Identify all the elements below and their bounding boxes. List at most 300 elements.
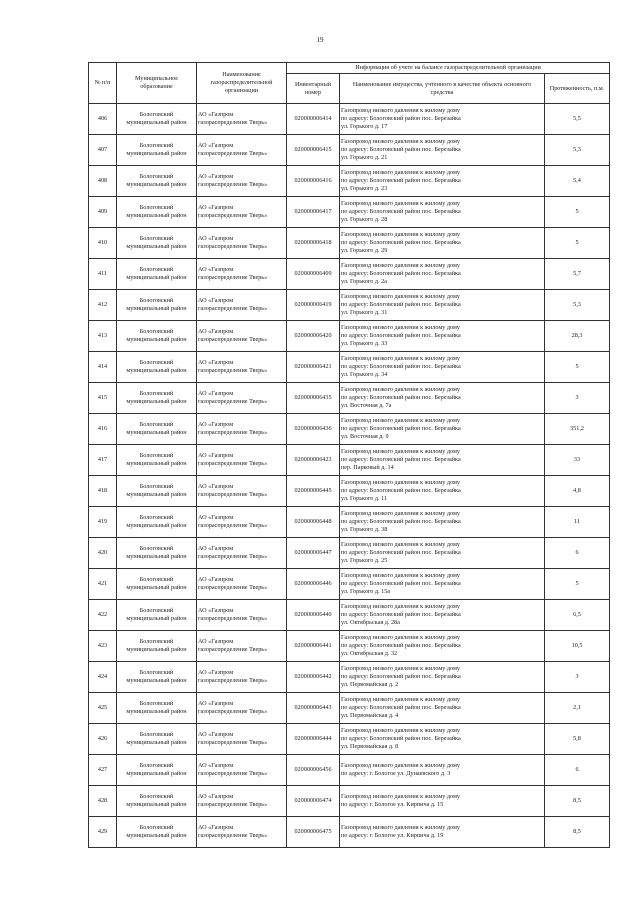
- organization-cell-line: АО «Газпром: [198, 204, 234, 212]
- organization-cell: [197, 166, 287, 197]
- municipality-cell: [117, 197, 197, 228]
- property-name-cell-line: по адресу: г. Бологое ул. Кирпича д. 19: [341, 832, 444, 839]
- property-name-cell-line: по адресу: г. Бологое ул. Кирпича д. 15: [341, 801, 444, 808]
- header-no: № п/п: [89, 63, 117, 104]
- property-name-cell-line: Газопровод низкого давления к жилому дому: [341, 169, 461, 177]
- table-row: [89, 383, 610, 414]
- municipality-cell: [117, 352, 197, 383]
- organization-cell: [197, 817, 287, 848]
- row-number: 426: [89, 724, 117, 755]
- municipality-cell: [117, 600, 197, 631]
- municipality-cell-line: Бологовский: [139, 142, 174, 150]
- property-name-cell-line: ул. Горького д. 38: [341, 525, 388, 533]
- municipality-cell-line: муниципальный район: [126, 522, 187, 529]
- municipality-cell-line: муниципальный район: [126, 801, 187, 808]
- length-cell: 5,3: [545, 290, 610, 321]
- row-number: 406: [89, 104, 117, 135]
- row-number: 429: [89, 817, 117, 848]
- row-number: 407: [89, 135, 117, 166]
- organization-cell: [197, 600, 287, 631]
- organization-cell-line: газораспределение Тверь»: [198, 181, 268, 188]
- municipality-cell-line: Бологовский: [139, 824, 174, 832]
- property-name-cell-line: Газопровод низкого давления к жилому дому: [341, 696, 461, 704]
- table-row: [89, 755, 610, 786]
- property-name-cell: [340, 476, 545, 507]
- property-name-cell-line: Газопровод низкого давления к жилому дому: [341, 355, 461, 363]
- property-name-cell-line: по адресу: Бологовский район пос. Березайка: [341, 611, 461, 619]
- organization-cell-line: АО «Газпром: [198, 266, 234, 274]
- property-name-cell: [340, 817, 545, 848]
- organization-cell-line: газораспределение Тверь»: [198, 584, 268, 591]
- property-name-cell: [340, 600, 545, 631]
- municipality-cell-line: Бологовский: [139, 731, 174, 739]
- row-number: 416: [89, 414, 117, 445]
- property-name-cell: [340, 693, 545, 724]
- organization-cell-line: газораспределение Тверь»: [198, 739, 268, 746]
- organization-cell: [197, 693, 287, 724]
- length-cell: 5,5: [545, 104, 610, 135]
- organization-cell: [197, 135, 287, 166]
- organization-cell-line: АО «Газпром: [198, 173, 234, 181]
- municipality-cell: [117, 228, 197, 259]
- property-name-cell: [340, 445, 545, 476]
- organization-cell: [197, 104, 287, 135]
- row-number: 410: [89, 228, 117, 259]
- property-name-cell-line: Газопровод низкого давления к жилому дому: [341, 386, 461, 394]
- municipality-cell-line: Бологовский: [139, 700, 174, 708]
- municipality-cell-line: муниципальный район: [126, 181, 187, 188]
- property-name-cell: [340, 197, 545, 228]
- property-name-cell: [340, 259, 545, 290]
- property-name-cell-line: Газопровод низкого давления к жилому дому: [341, 231, 461, 239]
- inventory-number-cell: 020000006440: [287, 600, 340, 631]
- property-name-cell-line: по адресу: Бологовский район пос. Березайка: [341, 394, 461, 402]
- municipality-cell-line: Бологовский: [139, 111, 174, 119]
- property-name-cell-line: Газопровод низкого давления к жилому дому: [341, 293, 461, 301]
- municipality-cell-line: Бологовский: [139, 669, 174, 677]
- property-name-cell-line: ул. Горького д. 21: [341, 153, 388, 161]
- row-number: 411: [89, 259, 117, 290]
- property-name-cell-line: Газопровод низкого давления к жилому дому: [341, 541, 461, 549]
- organization-cell: [197, 631, 287, 662]
- header-organization: Наименование газораспределительной организации: [197, 63, 287, 104]
- organization-cell: [197, 352, 287, 383]
- table-row: [89, 817, 610, 848]
- municipality-cell-line: Бологовский: [139, 762, 174, 770]
- table-header: [89, 63, 610, 104]
- organization-cell: [197, 755, 287, 786]
- municipality-cell: [117, 631, 197, 662]
- length-cell: 3: [545, 383, 610, 414]
- municipality-cell: [117, 445, 197, 476]
- organization-cell: [197, 228, 287, 259]
- organization-cell: [197, 662, 287, 693]
- organization-cell-line: АО «Газпром: [198, 142, 234, 150]
- length-cell: 5,3: [545, 135, 610, 166]
- inventory-number-cell: 020000006436: [287, 414, 340, 445]
- organization-cell-line: газораспределение Тверь»: [198, 274, 268, 281]
- property-name-cell-line: ул. Первомайская д. 4: [341, 711, 399, 719]
- row-number: 424: [89, 662, 117, 693]
- length-cell: 8,5: [545, 817, 610, 848]
- length-cell: 33: [545, 445, 610, 476]
- organization-cell-line: АО «Газпром: [198, 483, 234, 491]
- organization-cell-line: АО «Газпром: [198, 700, 234, 708]
- organization-cell-line: газораспределение Тверь»: [198, 336, 268, 343]
- inventory-number-cell: 020000006421: [287, 352, 340, 383]
- property-name-cell-line: Газопровод низкого давления к жилому дому: [341, 603, 461, 611]
- organization-cell-line: АО «Газпром: [198, 545, 234, 553]
- row-number: 409: [89, 197, 117, 228]
- table-row: [89, 631, 610, 662]
- header-property-name: Наименование имущества, учтенного в качестве объекта основного средства: [340, 74, 545, 104]
- table-row: [89, 290, 610, 321]
- organization-cell-line: АО «Газпром: [198, 638, 234, 646]
- organization-cell-line: газораспределение Тверь»: [198, 708, 268, 715]
- table-row: [89, 197, 610, 228]
- organization-cell: [197, 290, 287, 321]
- municipality-cell-line: муниципальный район: [126, 336, 187, 343]
- municipality-cell-line: муниципальный район: [126, 677, 187, 684]
- row-number: 415: [89, 383, 117, 414]
- municipality-cell-line: Бологовский: [139, 638, 174, 646]
- inventory-number-cell: 020000006474: [287, 786, 340, 817]
- inventory-number-cell: 020000006456: [287, 755, 340, 786]
- table-row: [89, 569, 610, 600]
- municipality-cell-line: муниципальный район: [126, 243, 187, 250]
- municipality-cell: [117, 755, 197, 786]
- property-name-cell-line: ул. Горького д. 11: [341, 494, 388, 502]
- organization-cell-line: АО «Газпром: [198, 576, 234, 584]
- organization-cell-line: АО «Газпром: [198, 731, 234, 739]
- municipality-cell-line: муниципальный район: [126, 119, 187, 126]
- organization-cell-line: газораспределение Тверь»: [198, 243, 268, 250]
- property-name-cell: [340, 166, 545, 197]
- municipality-cell-line: муниципальный район: [126, 615, 187, 622]
- municipality-cell-line: муниципальный район: [126, 708, 187, 715]
- organization-cell: [197, 538, 287, 569]
- property-name-cell-line: ул. Восточная д. 7а: [341, 401, 392, 409]
- municipality-cell: [117, 383, 197, 414]
- property-name-cell-line: по адресу: Бологовский район пос. Березайка: [341, 673, 461, 681]
- organization-cell-line: АО «Газпром: [198, 669, 234, 677]
- municipality-cell-line: муниципальный район: [126, 646, 187, 653]
- row-number: 423: [89, 631, 117, 662]
- property-name-cell-line: Газопровод низкого давления к жилому дому: [341, 262, 461, 270]
- municipality-cell-line: муниципальный район: [126, 274, 187, 281]
- inventory-number-cell: 020000006435: [287, 383, 340, 414]
- table-row: [89, 476, 610, 507]
- inventory-number-cell: 020000006445: [287, 476, 340, 507]
- municipality-cell: [117, 135, 197, 166]
- property-name-cell: [340, 724, 545, 755]
- property-name-cell-line: ул. Горького д. 28: [341, 215, 388, 223]
- table-row: [89, 259, 610, 290]
- row-number: 418: [89, 476, 117, 507]
- municipality-cell-line: муниципальный район: [126, 429, 187, 436]
- municipality-cell: [117, 290, 197, 321]
- table-row: [89, 414, 610, 445]
- municipality-cell-line: Бологовский: [139, 297, 174, 305]
- organization-cell-line: АО «Газпром: [198, 235, 234, 243]
- municipality-cell-line: муниципальный район: [126, 739, 187, 746]
- table-row: [89, 135, 610, 166]
- organization-cell-line: АО «Газпром: [198, 793, 234, 801]
- inventory-number-cell: 020000006416: [287, 166, 340, 197]
- municipality-cell: [117, 569, 197, 600]
- row-number: 428: [89, 786, 117, 817]
- row-number: 425: [89, 693, 117, 724]
- organization-cell-line: АО «Газпром: [198, 390, 234, 398]
- organization-cell-line: АО «Газпром: [198, 824, 234, 832]
- table-row: [89, 786, 610, 817]
- length-cell: 5: [545, 352, 610, 383]
- organization-cell: [197, 321, 287, 352]
- municipality-cell-line: муниципальный район: [126, 212, 187, 219]
- property-register-table: [88, 62, 610, 848]
- inventory-number-cell: 020000006418: [287, 228, 340, 259]
- row-number: 417: [89, 445, 117, 476]
- municipality-cell: [117, 693, 197, 724]
- inventory-number-cell: 020000006444: [287, 724, 340, 755]
- organization-cell-line: АО «Газпром: [198, 328, 234, 336]
- property-name-cell-line: по адресу: Бологовский район пос. Березайка: [341, 704, 461, 712]
- header-municipality: Муниципальное образование: [117, 63, 197, 104]
- municipality-cell-line: Бологовский: [139, 390, 174, 398]
- organization-cell: [197, 724, 287, 755]
- length-cell: 5,7: [545, 259, 610, 290]
- municipality-cell: [117, 166, 197, 197]
- row-number: 413: [89, 321, 117, 352]
- municipality-cell-line: Бологовский: [139, 235, 174, 243]
- municipality-cell-line: Бологовский: [139, 266, 174, 274]
- table-row: [89, 693, 610, 724]
- organization-cell-line: газораспределение Тверь»: [198, 522, 268, 529]
- municipality-cell: [117, 662, 197, 693]
- property-name-cell-line: ул. Октябрьская д. 32: [341, 649, 398, 657]
- property-name-cell-line: по адресу: Бологовский район пос. Березайка: [341, 146, 461, 154]
- inventory-number-cell: 020000006475: [287, 817, 340, 848]
- municipality-cell: [117, 817, 197, 848]
- length-cell: 5,4: [545, 166, 610, 197]
- property-name-cell-line: ул. Первомайская д. 2: [341, 680, 399, 688]
- organization-cell-line: газораспределение Тверь»: [198, 460, 268, 467]
- row-number: 421: [89, 569, 117, 600]
- property-name-cell-line: ул. Горького д. 29: [341, 246, 388, 254]
- table-row: [89, 600, 610, 631]
- municipality-cell-line: Бологовский: [139, 204, 174, 212]
- row-number: 412: [89, 290, 117, 321]
- municipality-cell-line: Бологовский: [139, 173, 174, 181]
- table-row: [89, 228, 610, 259]
- municipality-cell-line: Бологовский: [139, 483, 174, 491]
- organization-cell-line: газораспределение Тверь»: [198, 429, 268, 436]
- property-name-cell-line: ул. Октябрьская д. 28а: [341, 618, 400, 626]
- organization-cell: [197, 786, 287, 817]
- property-name-cell-line: ул. Первомайская д. 8: [341, 742, 399, 750]
- inventory-number-cell: 020000006409: [287, 259, 340, 290]
- municipality-cell: [117, 476, 197, 507]
- organization-cell: [197, 197, 287, 228]
- inventory-number-cell: 020000006417: [287, 197, 340, 228]
- organization-cell-line: АО «Газпром: [198, 111, 234, 119]
- table-row: [89, 104, 610, 135]
- length-cell: 6: [545, 755, 610, 786]
- property-name-cell: [340, 507, 545, 538]
- organization-cell-line: газораспределение Тверь»: [198, 677, 268, 684]
- municipality-cell: [117, 507, 197, 538]
- length-cell: 10,5: [545, 631, 610, 662]
- organization-cell: [197, 383, 287, 414]
- property-name-cell-line: по адресу: Бологовский район пос. Березайка: [341, 332, 461, 340]
- property-name-cell: [340, 662, 545, 693]
- organization-cell-line: АО «Газпром: [198, 762, 234, 770]
- row-number: 427: [89, 755, 117, 786]
- organization-cell-line: газораспределение Тверь»: [198, 801, 268, 808]
- municipality-cell-line: муниципальный район: [126, 305, 187, 312]
- property-name-cell-line: Газопровод низкого давления к жилому дому: [341, 665, 461, 673]
- header-inventory-number: Инвентарный номер: [287, 74, 340, 104]
- inventory-number-cell: 020000006443: [287, 693, 340, 724]
- organization-cell-line: АО «Газпром: [198, 297, 234, 305]
- property-name-cell-line: Газопровод низкого давления к жилому дому: [341, 417, 461, 425]
- property-name-cell-line: Газопровод низкого давления к жилому дому: [341, 138, 461, 146]
- municipality-cell-line: муниципальный район: [126, 460, 187, 467]
- length-cell: 11: [545, 507, 610, 538]
- property-name-cell-line: по адресу: Бологовский район пос. Березайка: [341, 642, 461, 650]
- property-name-cell: [340, 321, 545, 352]
- organization-cell: [197, 476, 287, 507]
- length-cell: 5,8: [545, 724, 610, 755]
- length-cell: 28,3: [545, 321, 610, 352]
- length-cell: 3: [545, 662, 610, 693]
- property-name-cell: [340, 414, 545, 445]
- property-name-cell-line: по адресу: Бологовский район пос. Березайка: [341, 115, 461, 123]
- property-name-cell-line: пер. Парковый д. 14: [341, 463, 394, 471]
- municipality-cell: [117, 538, 197, 569]
- property-name-cell-line: Газопровод низкого давления к жилому дому: [341, 324, 461, 332]
- property-name-cell-line: по адресу: Бологовский район пос. Березайка: [341, 487, 461, 495]
- property-name-cell-line: Газопровод низкого давления к жилому дому: [341, 762, 461, 770]
- organization-cell-line: газораспределение Тверь»: [198, 119, 268, 126]
- property-name-cell-line: Газопровод низкого давления к жилому дому: [341, 634, 461, 642]
- length-cell: 8,5: [545, 786, 610, 817]
- page-number: 19: [316, 36, 324, 44]
- table-row: [89, 445, 610, 476]
- inventory-number-cell: 020000006447: [287, 538, 340, 569]
- property-name-cell-line: Газопровод низкого давления к жилому дому: [341, 824, 461, 832]
- length-cell: 4,8: [545, 476, 610, 507]
- property-name-cell-line: по адресу: Бологовский район пос. Березайка: [341, 735, 461, 743]
- property-name-cell-line: по адресу: Бологовский район пос. Березайка: [341, 518, 461, 526]
- property-name-cell-line: Газопровод низкого давления к жилому дому: [341, 793, 461, 801]
- property-name-cell: [340, 538, 545, 569]
- property-name-cell-line: Газопровод низкого давления к жилому дому: [341, 479, 461, 487]
- municipality-cell-line: муниципальный район: [126, 150, 187, 157]
- organization-cell-line: АО «Газпром: [198, 359, 234, 367]
- property-name-cell-line: ул. Горького д. 17: [341, 122, 388, 130]
- inventory-number-cell: 020000006420: [287, 321, 340, 352]
- property-name-cell-line: по адресу: Бологовский район пос. Березайка: [341, 456, 461, 464]
- municipality-cell-line: Бологовский: [139, 793, 174, 801]
- property-name-cell-line: Газопровод низкого давления к жилому дому: [341, 510, 461, 518]
- row-number: 414: [89, 352, 117, 383]
- property-name-cell: [340, 383, 545, 414]
- property-name-cell-line: ул. Горького д. 33: [341, 339, 388, 347]
- municipality-cell-line: муниципальный район: [126, 553, 187, 560]
- header-length: Протяженность, п.м.: [545, 74, 610, 104]
- municipality-cell-line: муниципальный район: [126, 832, 187, 839]
- length-cell: 6,5: [545, 600, 610, 631]
- municipality-cell: [117, 414, 197, 445]
- row-number: 422: [89, 600, 117, 631]
- inventory-number-cell: 020000006442: [287, 662, 340, 693]
- property-name-cell-line: Газопровод низкого давления к жилому дому: [341, 107, 461, 115]
- property-name-cell-line: по адресу: Бологовский район пос. Березайка: [341, 425, 461, 433]
- property-name-cell-line: ул. Восточная д. 9: [341, 432, 389, 440]
- length-cell: 6: [545, 538, 610, 569]
- property-name-cell-line: Газопровод низкого давления к жилому дому: [341, 572, 461, 580]
- municipality-cell-line: Бологовский: [139, 514, 174, 522]
- property-name-cell: [340, 755, 545, 786]
- municipality-cell-line: Бологовский: [139, 421, 174, 429]
- organization-cell: [197, 507, 287, 538]
- property-name-cell-line: по адресу: Бологовский район пос. Березайка: [341, 270, 461, 278]
- property-name-cell: [340, 786, 545, 817]
- property-name-cell-line: по адресу: Бологовский район пос. Березайка: [341, 549, 461, 557]
- organization-cell-line: газораспределение Тверь»: [198, 150, 268, 157]
- table-row: [89, 352, 610, 383]
- inventory-number-cell: 020000006448: [287, 507, 340, 538]
- property-name-cell: [340, 290, 545, 321]
- organization-cell-line: газораспределение Тверь»: [198, 770, 268, 777]
- property-name-cell-line: Газопровод низкого давления к жилому дому: [341, 727, 461, 735]
- organization-cell-line: АО «Газпром: [198, 514, 234, 522]
- length-cell: 5: [545, 197, 610, 228]
- property-name-cell-line: по адресу: г. Бологое ул. Дунаевского д. 3: [341, 770, 451, 777]
- length-cell: 5: [545, 228, 610, 259]
- property-name-cell-line: по адресу: Бологовский район пос. Березайка: [341, 301, 461, 309]
- property-name-cell-line: ул. Горького д. 2а: [341, 277, 387, 285]
- organization-cell: [197, 445, 287, 476]
- municipality-cell: [117, 321, 197, 352]
- table-row: [89, 724, 610, 755]
- municipality-cell-line: муниципальный район: [126, 584, 187, 591]
- property-name-cell-line: по адресу: Бологовский район пос. Березайка: [341, 208, 461, 216]
- inventory-number-cell: 020000006415: [287, 135, 340, 166]
- property-name-cell-line: ул. Горького д. 25: [341, 556, 388, 564]
- organization-cell-line: газораспределение Тверь»: [198, 832, 268, 839]
- municipality-cell-line: муниципальный район: [126, 770, 187, 777]
- table-row: [89, 662, 610, 693]
- municipality-cell-line: Бологовский: [139, 452, 174, 460]
- header-balance-info: Информация об учете на балансе газораспределительной организации: [287, 63, 610, 74]
- municipality-cell: [117, 259, 197, 290]
- row-number: 420: [89, 538, 117, 569]
- inventory-number-cell: 020000006441: [287, 631, 340, 662]
- organization-cell-line: газораспределение Тверь»: [198, 212, 268, 219]
- organization-cell-line: газораспределение Тверь»: [198, 615, 268, 622]
- municipality-cell-line: Бологовский: [139, 576, 174, 584]
- row-number: 408: [89, 166, 117, 197]
- row-number: 419: [89, 507, 117, 538]
- table-row: [89, 507, 610, 538]
- municipality-cell-line: муниципальный район: [126, 367, 187, 374]
- length-cell: 2,1: [545, 693, 610, 724]
- organization-cell: [197, 259, 287, 290]
- property-name-cell-line: по адресу: Бологовский район пос. Березайка: [341, 580, 461, 588]
- inventory-number-cell: 020000006446: [287, 569, 340, 600]
